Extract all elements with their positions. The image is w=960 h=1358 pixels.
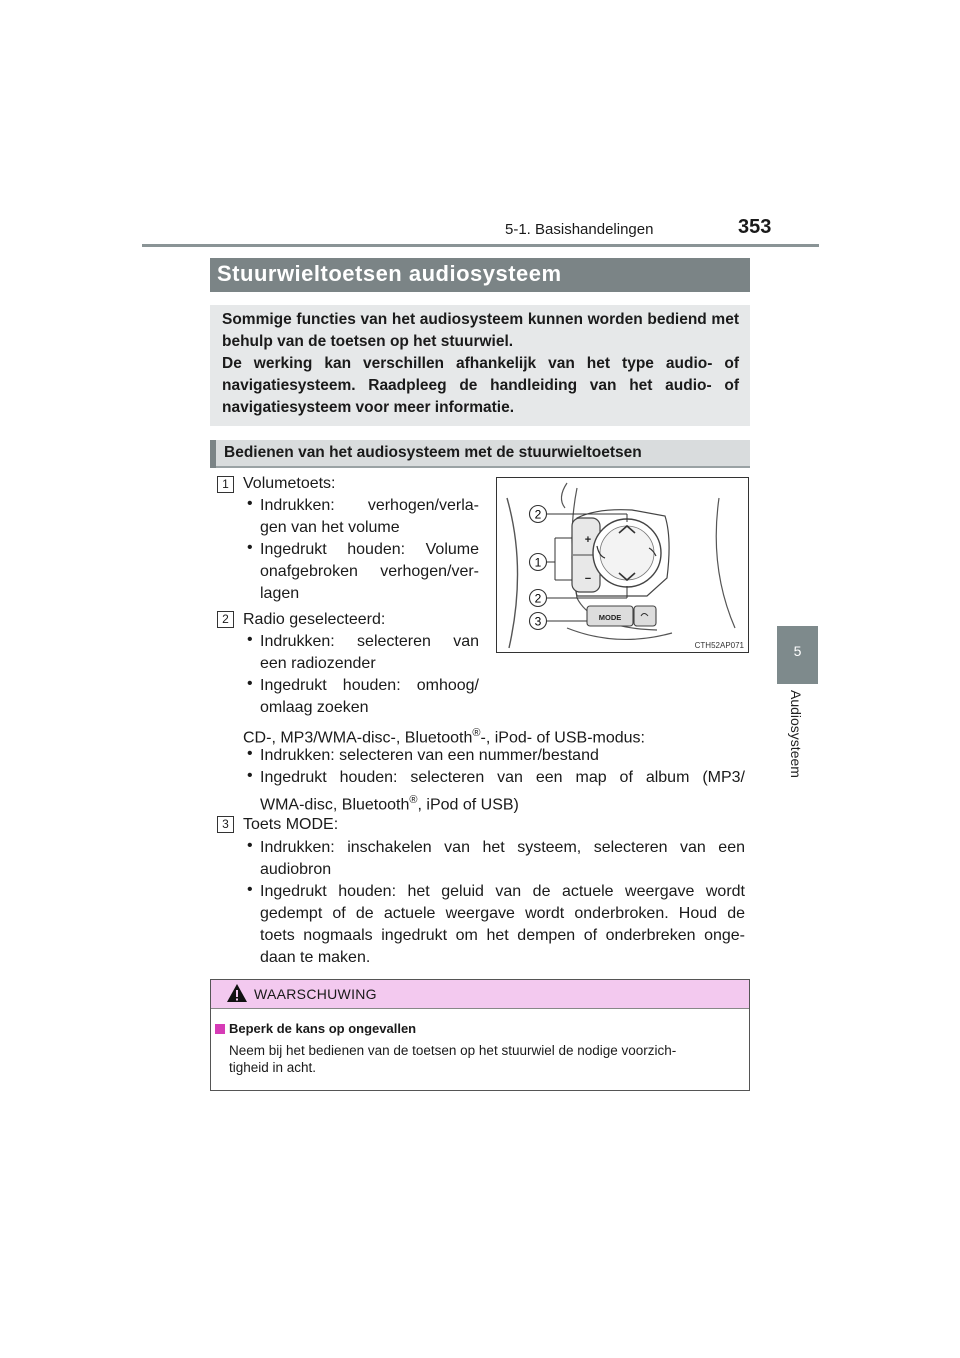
item-3-bullet-2-line-1: Ingedrukt houden: het geluid van de actuele weergave wordt — [260, 883, 745, 900]
item-1-heading: Volumetoets: — [243, 475, 336, 492]
item-3-bullet-1-line-1: Indrukken: inschakelen van het systeem, selecteren van een — [260, 839, 745, 856]
bullet: • — [247, 881, 253, 898]
warning-title: WAARSCHUWING — [254, 986, 377, 1002]
bullet: • — [247, 631, 253, 648]
warning-body-line-2: tigheid in acht. — [229, 1060, 317, 1075]
item-3-bullet-1-line-2: audiobron — [260, 861, 332, 878]
item-1-bullet-2-line-1: Ingedrukt houden: Volume — [260, 541, 479, 558]
chapter-number: 5 — [793, 643, 802, 659]
warning-bullet-icon — [215, 1024, 225, 1034]
volume-up-glyph: + — [584, 534, 592, 546]
item-3-bullet-2-line-4: daan te maken. — [260, 949, 371, 966]
bullet: • — [247, 767, 253, 784]
callout-3: 3 — [534, 614, 542, 629]
steering-wheel-figure — [496, 477, 749, 653]
callout-2-bottom: 2 — [534, 591, 542, 606]
item-2-bullet-1-line-2: een radiozender — [260, 655, 376, 672]
item-number-2: 2 — [217, 611, 234, 628]
subsection-accent — [210, 440, 216, 468]
media-mode-heading: CD-, MP3/WMA-disc-, Bluetooth®-, iPod- of USB-modus: — [243, 727, 645, 747]
warning-triangle-icon — [226, 983, 248, 1003]
steering-wheel-illustration — [497, 478, 749, 653]
item-2-heading: Radio geselecteerd: — [243, 611, 386, 628]
item-1-bullet-2-line-2: onafgebroken verhogen/ver- — [260, 563, 479, 580]
item-2-bullet-4-line-2: WMA-disc, Bluetooth®, iPod of USB) — [260, 794, 519, 814]
bullet: • — [247, 495, 253, 512]
callout-2-top: 2 — [534, 507, 542, 522]
item-number-1: 1 — [217, 476, 234, 493]
bullet: • — [247, 539, 253, 556]
bullet: • — [247, 745, 253, 762]
section-label: 5-1. Basishandelingen — [505, 221, 654, 238]
bullet: • — [247, 675, 253, 692]
volume-down-glyph: − — [584, 573, 592, 585]
figure-code: CTH52AP071 — [694, 641, 744, 650]
item-2-bullet-4-line-1: Ingedrukt houden: selecteren van een map of album (MP3/ — [260, 769, 745, 786]
item-1-bullet-1-line-1: Indrukken: verhogen/verla- — [260, 497, 479, 514]
item-1-bullet-2-line-3: lagen — [260, 585, 300, 602]
item-1-bullet-1-line-2: gen van het volume — [260, 519, 400, 536]
mode-button-label: MODE — [598, 613, 622, 622]
warning-subheading: Beperk de kans op ongevallen — [229, 1021, 417, 1036]
item-2-bullet-2-line-2: omlaag zoeken — [260, 699, 369, 716]
callout-1: 1 — [534, 555, 542, 570]
item-number-3: 3 — [217, 816, 234, 833]
warning-body-line-1: Neem bij het bedienen van de toetsen op het stuurwiel de nodige voorzich- — [229, 1043, 677, 1058]
subsection-title: Bedienen van het audiosysteem met de stuurwieltoetsen — [224, 444, 642, 461]
item-3-heading: Toets MODE: — [243, 816, 339, 833]
warning-body — [229, 1042, 741, 1076]
item-2-bullet-2-line-1: Ingedrukt houden: omhoog/ — [260, 677, 479, 694]
page-number: 353 — [738, 216, 772, 238]
item-3-bullet-2-line-2: gedempt of de actuele weergave wordt onderbroken. Houd de — [260, 905, 745, 922]
page-title: Stuurwieltoetsen audiosysteem — [217, 261, 562, 286]
chapter-label: Audiosysteem — [788, 690, 804, 778]
item-2-bullet-1-line-1: Indrukken: selecteren van — [260, 633, 479, 650]
bullet: • — [247, 837, 253, 854]
item-2-bullet-3: Indrukken: selecteren van een nummer/bestand — [260, 747, 599, 764]
header-rule — [142, 244, 819, 247]
item-3-bullet-2-line-3: toets nogmaals ingedrukt om het dempen of onderbreken onge- — [260, 927, 745, 944]
intro-paragraph-2: De werking kan verschillen afhankelijk van het type audio- of navigatiesysteem. Raadpleeg de handleiding van het audio- of navigatiesysteem voor meer informatie. — [222, 355, 739, 416]
intro-paragraph-1: Sommige functies van het audiosysteem kunnen worden bediend met behulp van de toetsen op het stuurwiel. — [222, 311, 739, 350]
